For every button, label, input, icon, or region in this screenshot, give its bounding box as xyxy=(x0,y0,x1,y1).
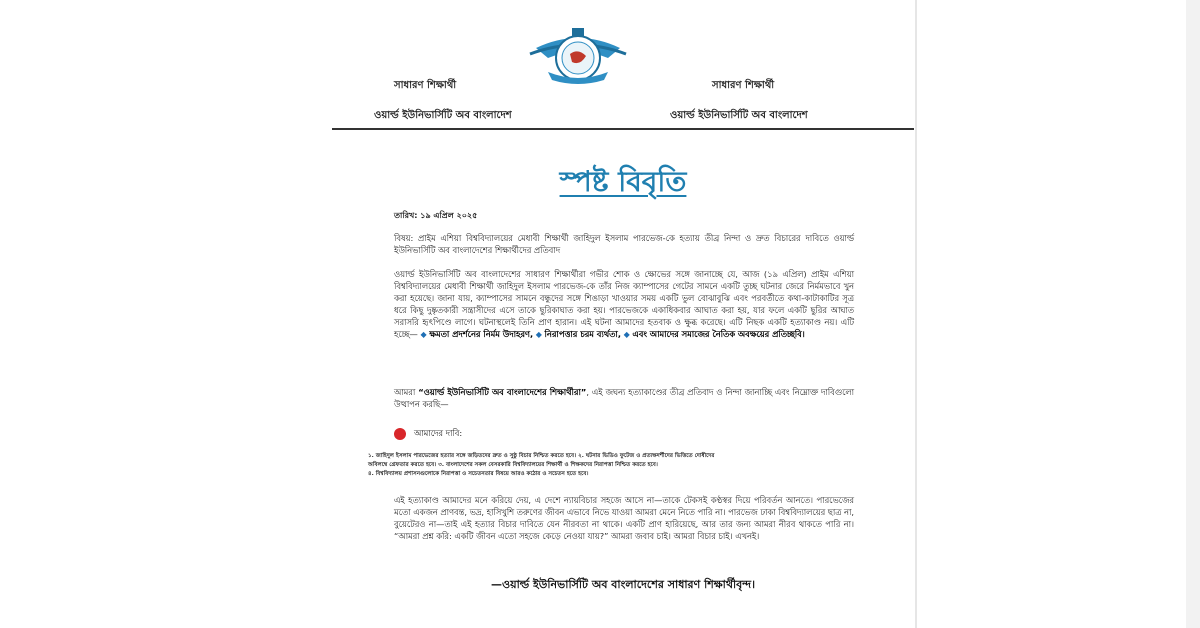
diamond-bullet-icon: ◆ xyxy=(420,330,427,339)
document-page xyxy=(332,0,914,628)
document-date: তারিখ: ১৯ এপ্রিল ২০২৫ xyxy=(394,211,478,220)
letterhead-left-university: ওয়ার্ল্ড ইউনিভার্সিটি অব বাংলাদেশ xyxy=(374,110,512,121)
point-2: নিরাপত্তার চরম ব্যর্থতা, xyxy=(544,329,621,339)
body-paragraph-3: এই হত্যাকাণ্ড আমাদের মনে করিয়ে দেয়, এ দেশে ন্যায়বিচার সহজে আসে না—তাকে টেকসই কণ্ঠস্বর দিয়ে পরিবর্তন আনতে। পারভেজের মতো একজন প্রাণবন্ত, ভদ্র, হাসিখুশি তরুণের জীবন এভাবে নিভে যাওয়া আমরা মেনে নিতে পারি না। পারভেজ ঢাকা বিশ্ববিদ্যালয়ের ছাত্র না, বুয়েটেরও না—তাই এই হত্যার বিচার দাবিতে যেন নীরবতা না থাকে। একটি প্রাণ হারিয়েছে, আর তার জন্য আমরা নীরব থাকতে পারি না। “আমরা প্রশ্ন করি: একটি জীবন এতো সহজে কেড়ে নেওয়া যায়?” আমরা জবাব চাই। আমরা বিচার চাই। এখনই। xyxy=(394,495,854,541)
header-divider xyxy=(332,128,914,130)
diamond-bullet-icon: ◆ xyxy=(535,330,542,339)
demands-list xyxy=(368,452,868,479)
body-paragraph-2 xyxy=(394,386,854,410)
demands-heading xyxy=(394,427,462,441)
letterhead-right-university: ওয়ার্ল্ড ইউনিভার্সিটি অব বাংলাদেশ xyxy=(670,110,808,121)
university-logo-icon xyxy=(528,18,628,88)
list-item: অবিলম্বে গ্রেফতার করতে হবে। ৩. বাংলাদেশের সকল বেসরকারি বিশ্ববিদ্যালয়ের শিক্ষার্থী ও শিক্ষকদের নিরাপত্তা নিশ্চিত করতে হবে। xyxy=(368,462,658,468)
letterhead-right-role: সাধারণ শিক্ষার্থী xyxy=(712,80,775,91)
subject-paragraph: বিষয়: প্রাইম এশিয়া বিশ্ববিদ্যালয়ের মেধাবী শিক্ষার্থী জাহিদুল ইসলাম পারভেজ-কে হত্যায় তীব্র নিন্দা ও দ্রুত বিচারের দাবিতে ওয়ার্ল্ড ইউনিভার্সিটি অব বাংলাদেশের শিক্ষার্থীদের প্রতিবাদ xyxy=(394,233,854,255)
para2-prefix: আমরা xyxy=(394,387,416,397)
list-item: ১. জাহিদুল ইসলাম পারভেজের হত্যার সঙ্গে জড়িতদের দ্রুত ও সুষ্ঠু বিচার নিশ্চিত করতে হবে। ২. ঘটনার ভিডিও ফুটেজ ও প্রত্যক্ষদর্শীদের ভিত্তিতে দোষীদের xyxy=(368,453,715,459)
point-1: ক্ষমতা প্রদর্শনের নির্মম উদাহরণ, xyxy=(429,329,534,339)
page-edge xyxy=(915,0,917,628)
letterhead-left-role: সাধারণ শিক্ষার্থী xyxy=(394,80,457,91)
closing-signature: —ওয়ার্ল্ড ইউনিভার্সিটি অব বাংলাদেশের সাধারণ শিক্ষার্থীবৃন্দ। xyxy=(491,578,755,591)
body-paragraph-1 xyxy=(394,268,854,341)
scrollbar-track[interactable] xyxy=(1186,0,1200,628)
para2-bold: “ওয়ার্ল্ড ইউনিভার্সিটি অব বাংলাদেশের শিক্ষার্থীরা” xyxy=(418,387,587,397)
demands-title: আমাদের দাবি: xyxy=(414,428,463,438)
list-item: ৪. বিশ্ববিদ্যালয় প্রশাসনগুলোকে নিরাপত্তা ও সচেতনতার বিষয়ে আরও কঠোর ও সচেতন হতে হবে। xyxy=(368,471,589,477)
body-paragraph-1-text: ওয়ার্ল্ড ইউনিভার্সিটি অব বাংলাদেশের সাধারণ শিক্ষার্থীরা গভীর শোক ও ক্ষোভের সঙ্গে জানাচ্ছে যে, আজ (১৯ এপ্রিল) প্রাইম এশিয়া বিশ্ববিদ্যালয়ের মেধাবী শিক্ষার্থী জাহিদুল ইসলাম পারভেজ-কে তাঁর নিজ ক্যাম্পাসের গেটের সামনে একটি তুচ্ছ ঘটনার জেরে নির্মমভাবে খুন করা হয়েছে। জানা যায়, ক্যাম্পাসের সামনে বন্ধুদের সঙ্গে শিঙাড়া খাওয়ার সময় একটি ভুল বোঝাবুঝি এবং পরবর্তীতে কথা-কাটাকাটির সূত্র ধরে কিছু দুষ্কৃতকারী সন্ত্রাসীদের এসে তাকে ছুরিকাঘাত করা হয়। পারভেজকে একাধিকবার আঘাত করা হয়, যার ফলে একটি ছুরির আঘাত সরাসরি হৃৎপিণ্ডে লাগে। ঘটনাস্থলেই তিনি প্রাণ হারান। এই ঘটনা আমাদের হতবাক ও ক্ষুব্ধ করেছে। এটি নিছক একটি হত্যাকাণ্ড নয়। এটি হচ্ছে— xyxy=(394,269,854,339)
point-3: এবং আমাদের সমাজের নৈতিক অবক্ষয়ের প্রতিচ্ছবি। xyxy=(632,329,805,339)
red-dot-icon xyxy=(394,428,406,440)
document-title: স্পষ্ট বিবৃতি xyxy=(559,165,687,198)
diamond-bullet-icon: ◆ xyxy=(623,330,630,339)
para2-suffix: , এই জঘন্য হত্যাকাণ্ডের তীব্র প্রতিবাদ ও নিন্দা জানাচ্ছি এবং নিম্নোক্ত দাবিগুলো উত্থাপন করছি— xyxy=(394,387,854,409)
